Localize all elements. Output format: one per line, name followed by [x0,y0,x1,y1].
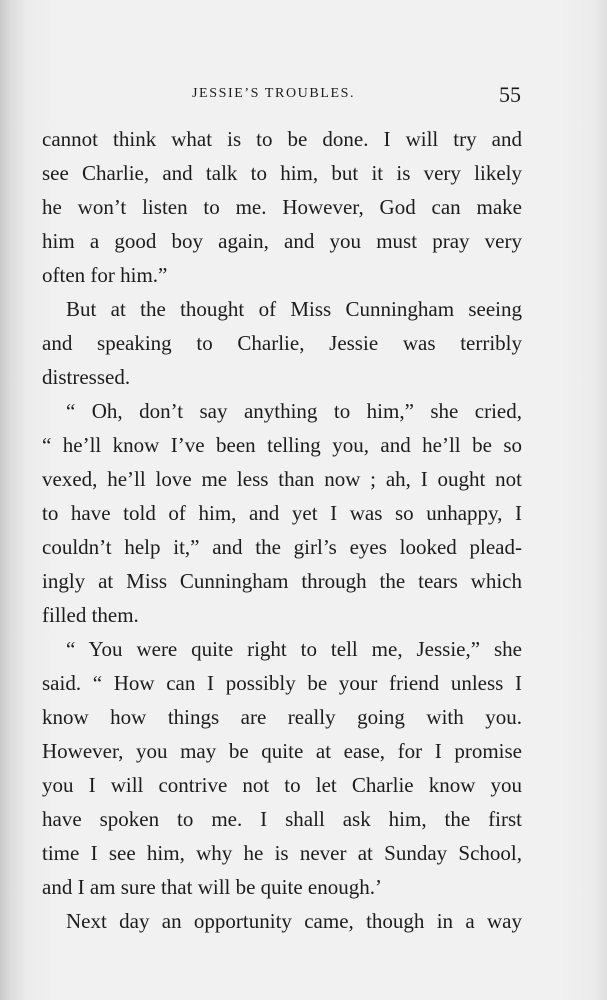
text-line: he won’t listen to me. However, God can make [42,195,522,219]
body-text [42,122,522,938]
text-line: distressed. [42,365,131,389]
running-title: JESSIE’S TROUBLES. [192,86,356,101]
text-line: “ Oh, don’t say anything to him,” she cried, [66,399,522,423]
text-line: But at the thought of Miss Cunningham seeing [66,297,522,321]
text-line: time I see him, why he is never at Sunday School, [42,841,522,865]
text-line: and I am sure that will be quite enough.’ [42,875,382,899]
text-line: couldn’t help it,” and the girl’s eyes looked plead- [42,535,522,559]
text-line: However, you may be quite at ease, for I promise [42,739,522,763]
running-header [0,82,607,108]
text-line: filled them. [42,603,139,627]
text-line: know how things are really going with you. [42,705,522,729]
page-number: 55 [499,82,521,107]
text-line: “ You were quite right to tell me, Jessie,” she [66,637,522,661]
text-line: cannot think what is to be done. I will try and [42,127,522,151]
text-line: see Charlie, and talk to him, but it is very likely [42,161,522,185]
text-line: to have told of him, and yet I was so unhappy, I [42,501,522,525]
text-line: have spoken to me. I shall ask him, the first [42,807,522,831]
text-line: vexed, he’ll love me less than now ; ah, I ought not [42,467,522,491]
text-line: you I will contrive not to let Charlie know you [42,773,522,797]
text-line: and speaking to Charlie, Jessie was terribly [42,331,522,355]
text-line: often for him.” [42,263,168,287]
text-line: Next day an opportunity came, though in a way [66,909,522,933]
text-line: ingly at Miss Cunningham through the tears which [42,569,522,593]
text-line: him a good boy again, and you must pray very [42,229,522,253]
text-line: “ he’ll know I’ve been telling you, and he’ll be so [42,433,522,457]
text-line: said. “ How can I possibly be your friend unless I [42,671,522,695]
